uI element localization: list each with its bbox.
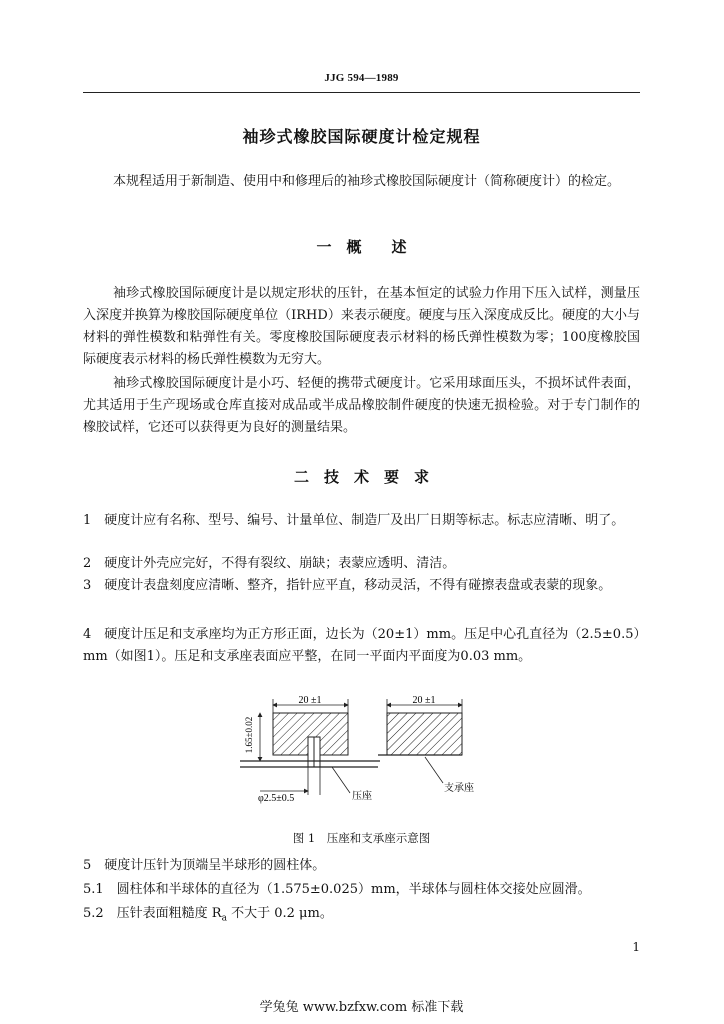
figure-1-diagram (230, 695, 480, 810)
section-heading-requirements: 二 技 术 要 求 (293, 468, 429, 486)
requirement-item-5: 5 硬度计压针为顶端呈半球形的圆柱体。 (83, 858, 326, 873)
requirement-item-4: 4 硬度计压足和支承座均为正方形正面，边长为（20±1）mm。压足中心孔直径为（2.5±0.5）mm（如图1）。压足和支承座表面应平整，在同一平面内平面度为0.03 mm。 (83, 627, 640, 664)
document-title: 袖珍式橡胶国际硬度计检定规程 (242, 127, 481, 146)
item-5-2-text: 5.2 压针表面粗糙度 R (83, 906, 222, 921)
header-rule (83, 92, 640, 93)
requirement-item-5-1: 5.1 圆柱体和半球体的直径为（1.575±0.025）mm，半球体与圆柱体交接处应圆滑。 (83, 882, 591, 897)
document-code: JJG 594—1989 (324, 72, 399, 84)
dim-left-width: 20 ±1 (298, 695, 322, 706)
label-support: 支承座 (444, 783, 474, 794)
label-press-foot: 压座 (352, 791, 372, 802)
support-seat-shape (387, 713, 462, 755)
requirement-item-2: 2 硬度计外壳应完好，不得有裂纹、崩缺；表蒙应透明、清洁。 (83, 556, 456, 571)
figure-caption: 图 1 压座和支承座示意图 (292, 831, 431, 845)
dim-height: 1.65±0.02 (244, 716, 254, 754)
overview-paragraph-1: 袖珍式橡胶国际硬度计是以规定形状的压针，在基本恒定的试验力作用下压入试样，测量压入深度并换算为橡胶国际硬度单位（IRHD）来表示硬度。硬度与压入深度成反比。硬度的大小与材料的弹性模数和粘弹性有关。零度橡胶国际硬度表示材料的杨氏弹性模数为零；100度橡胶国际硬度表示材料的杨氏弹性模数为无穷大。 (83, 286, 640, 367)
requirement-item-3: 3 硬度计表盘刻度应清晰、整齐，指针应平直，移动灵活，不得有碰擦表盘或表蒙的现象。 (83, 578, 612, 593)
section-heading-overview: 一 概 述 (316, 238, 407, 256)
footer-watermark: 学兔兔 www.bzfxw.com 标准下载 (259, 1000, 464, 1015)
overview-paragraph-2: 袖珍式橡胶国际硬度计是小巧、轻便的携带式硬度计。它采用球面压头，不损坏试件表面，尤其适用于生产现场或仓库直接对成品或半成品橡胶制件硬度的快速无损检验。对于专门制作的橡胶试样，它还可以获得更为良好的测量结果。 (83, 376, 640, 435)
requirement-item-5-2 (83, 903, 640, 930)
intro-paragraph: 本规程适用于新制造、使用中和修理后的袖珍式橡胶国际硬度计（简称硬度计）的检定。 (113, 174, 621, 189)
item-5-2-text-end: 不大于 0.2 μm。 (226, 906, 333, 921)
item-5-2-subscript: a (221, 913, 227, 924)
dim-hole: φ2.5±0.5 (258, 793, 295, 804)
requirement-item-1: 1 硬度计应有名称、型号、编号、计量单位、制造厂及出厂日期等标志。标志应清晰、明了。 (83, 513, 625, 528)
dim-right-width: 20 ±1 (412, 695, 436, 706)
page-number: 1 (632, 940, 640, 954)
